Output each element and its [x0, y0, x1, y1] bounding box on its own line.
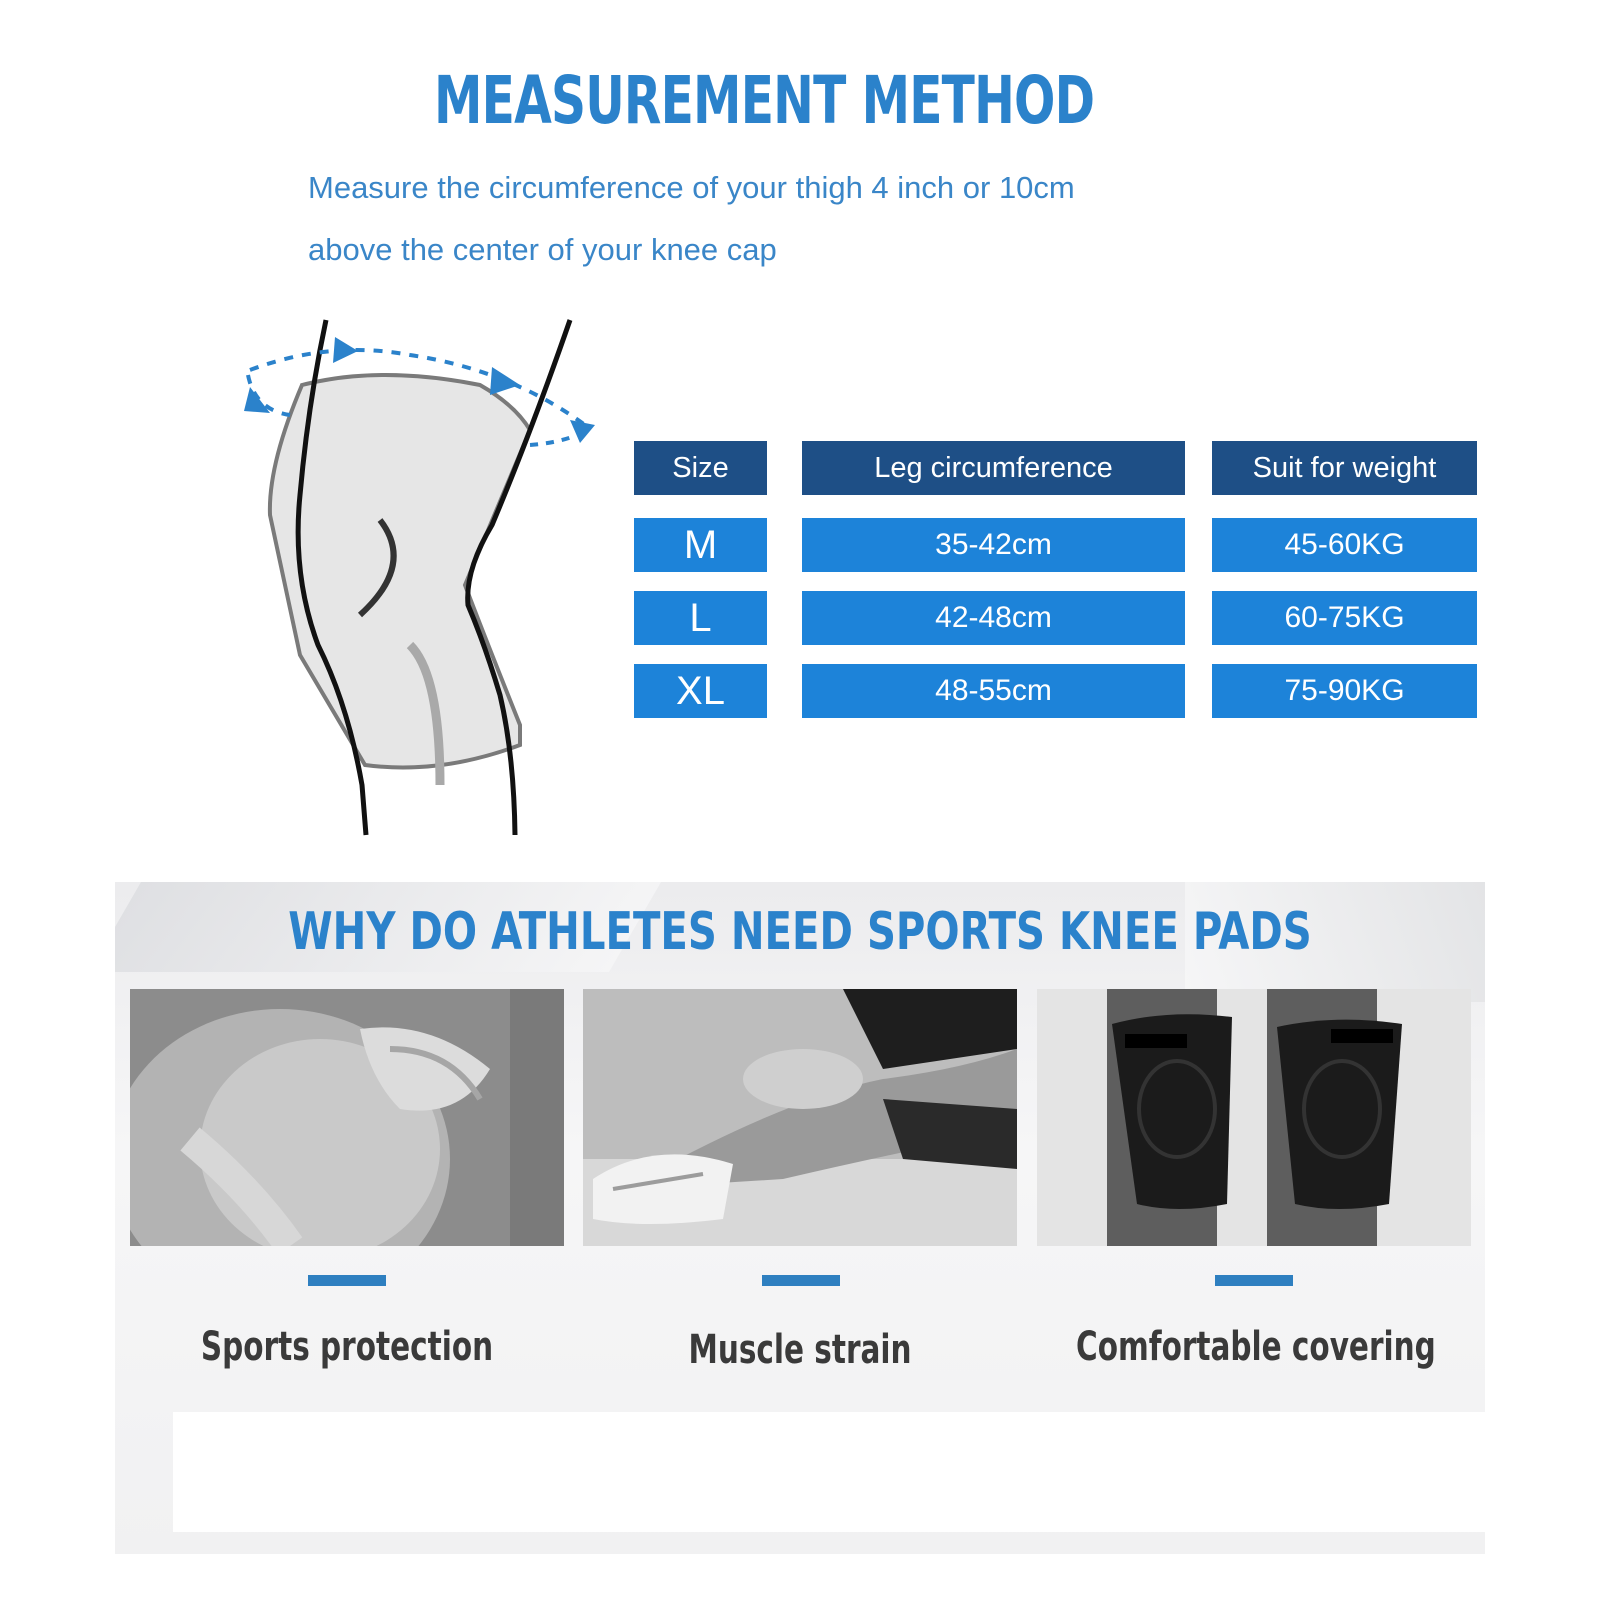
caption-sports-protection: Sports protection: [200, 1324, 494, 1370]
instruction-line-2: above the center of your knee cap: [308, 232, 777, 267]
weight-cell: 45-60KG: [1212, 518, 1477, 572]
circumference-cell: 42-48cm: [802, 591, 1185, 645]
size-cell: XL: [634, 664, 767, 718]
measure-arrow-tail: [530, 433, 582, 445]
weight-cell: 75-90KG: [1212, 664, 1477, 718]
weight-cell: 60-75KG: [1212, 591, 1477, 645]
arrow-head-2: [490, 367, 520, 395]
blank-content-area: [173, 1412, 1485, 1532]
size-cell: L: [634, 591, 767, 645]
instruction-line-1: Measure the circumference of your thigh 4 inch or 10cm: [308, 170, 1075, 205]
black-knee-pads-photo: [1037, 989, 1471, 1246]
athletes-panel: [115, 882, 1485, 1554]
hands-on-calf-photo: [583, 989, 1017, 1246]
caption-comfortable-covering: Comfortable covering: [1076, 1324, 1436, 1370]
arrow-head-1: [333, 337, 358, 363]
arrow-head-3: [570, 420, 595, 443]
caption-accent-bar: [762, 1275, 840, 1286]
circumference-cell: 48-55cm: [802, 664, 1185, 718]
header-suit-for-weight: Suit for weight: [1212, 441, 1477, 495]
circumference-cell: 35-42cm: [802, 518, 1185, 572]
caption-accent-bar: [1215, 1275, 1293, 1286]
size-cell: M: [634, 518, 767, 572]
knee-measurement-illustration: [230, 315, 620, 855]
measurement-title: MEASUREMENT METHOD: [433, 62, 1095, 139]
header-leg-circumference: Leg circumference: [802, 441, 1185, 495]
athletes-title: WHY DO ATHLETES NEED SPORTS KNEE PADS: [288, 902, 1312, 962]
header-size: Size: [634, 441, 767, 495]
hands-on-knee-photo: [130, 989, 564, 1246]
arrow-head-4: [244, 387, 270, 413]
caption-muscle-strain: Muscle strain: [688, 1327, 912, 1373]
caption-accent-bar: [308, 1275, 386, 1286]
